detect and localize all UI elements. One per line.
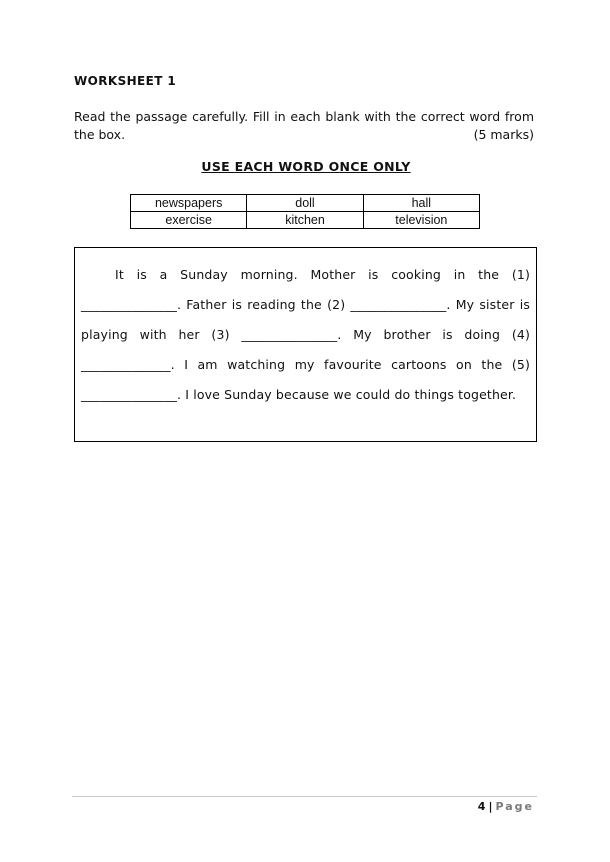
passage-text: It is a Sunday morning. Mother is cooking in the (1) _______________. Father is reading the (2) _______________. My sister is playing with her (3) _______________. My brother is doing (4) ______________. I am watching my favourite cartoons on the (5) _______________. I love Sunday because we could do things together. (81, 267, 530, 402)
footer-separator: | (488, 800, 493, 813)
worksheet-title: WORKSHEET 1 (74, 74, 177, 88)
page-word: Page (495, 800, 534, 813)
page-footer (478, 800, 534, 813)
word-cell: kitchen (247, 212, 363, 229)
page-number: 4 (477, 800, 486, 813)
table-row (131, 212, 480, 229)
marks-label: (5 marks) (473, 127, 534, 142)
word-box-heading: USE EACH WORD ONCE ONLY (201, 159, 411, 174)
passage-box (74, 247, 537, 442)
word-cell: television (363, 212, 479, 229)
table-row (131, 195, 480, 212)
word-cell: exercise (131, 212, 247, 229)
instructions (74, 108, 534, 144)
instructions-text: Read the passage carefully. Fill in each blank with the correct word from the box. (74, 109, 534, 142)
word-cell: newspapers (131, 195, 247, 212)
word-cell: doll (247, 195, 363, 212)
footer-divider (72, 796, 537, 797)
word-box-table (130, 194, 480, 229)
word-cell: hall (363, 195, 479, 212)
